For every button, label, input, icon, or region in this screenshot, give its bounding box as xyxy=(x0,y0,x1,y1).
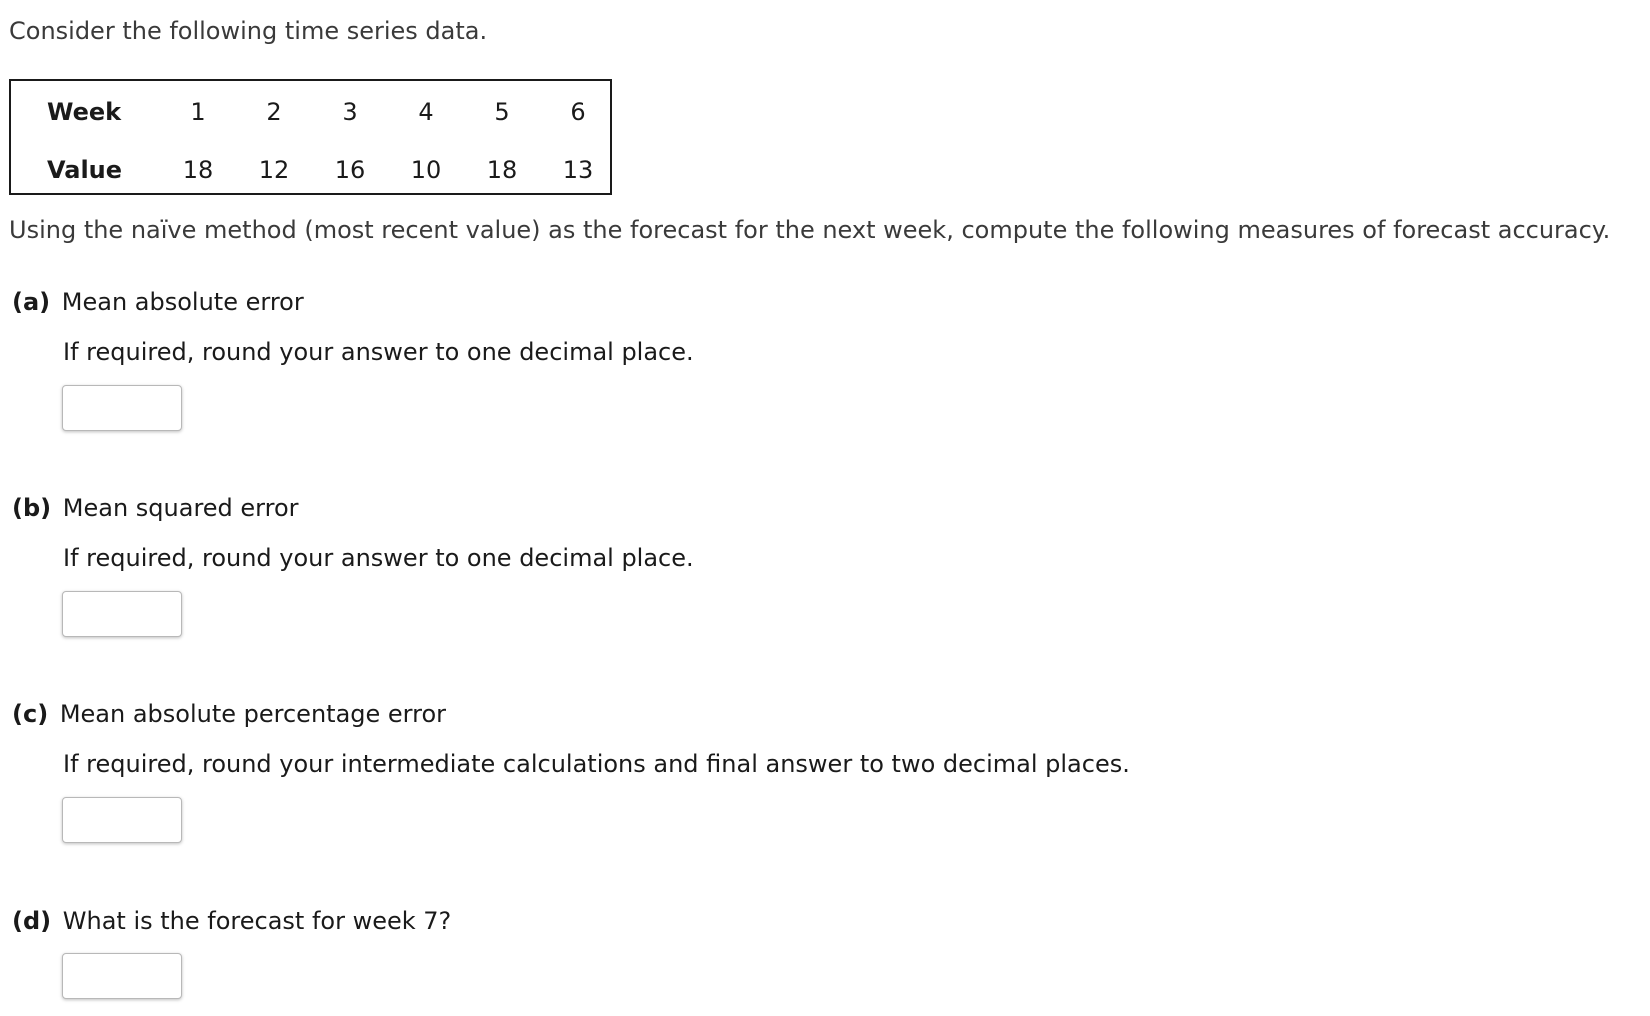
table-row-value xyxy=(11,150,610,190)
part-a-title xyxy=(12,288,304,316)
table-cell-week: 5 xyxy=(494,98,510,126)
table-cell-week: 1 xyxy=(190,98,206,126)
table-header-week: Week xyxy=(47,98,122,126)
table-cell-value: 18 xyxy=(486,156,518,184)
table-cell-week: 6 xyxy=(570,98,586,126)
table-cell-value: 10 xyxy=(410,156,442,184)
mean-absolute-error-input[interactable] xyxy=(62,385,182,431)
table-header-value: Value xyxy=(47,156,123,184)
part-c-label: Mean absolute percentage error xyxy=(59,700,447,728)
part-b-title xyxy=(12,494,299,522)
part-c-note: If required, round your intermediate calculations and final answer to two decimal places. xyxy=(63,750,1130,778)
table-cell-value: 12 xyxy=(258,156,290,184)
part-b-label: Mean squared error xyxy=(62,494,299,522)
part-b-letter: (b) xyxy=(12,494,52,522)
part-d-title xyxy=(12,907,451,935)
part-a-letter: (a) xyxy=(12,288,51,316)
part-a-note: If required, round your answer to one decimal place. xyxy=(63,338,694,366)
table-cell-value: 16 xyxy=(334,156,366,184)
part-b-note: If required, round your answer to one decimal place. xyxy=(63,544,694,572)
part-d-letter: (d) xyxy=(12,907,52,935)
time-series-table xyxy=(9,79,612,195)
instruction-text: Using the naïve method (most recent value) as the forecast for the next week, compute the following measures of forecast accuracy. xyxy=(9,216,1611,244)
part-c-title xyxy=(12,700,446,728)
part-d-label: What is the forecast for week 7? xyxy=(62,907,452,935)
table-cell-week: 3 xyxy=(342,98,358,126)
part-a-label: Mean absolute error xyxy=(61,288,304,316)
intro-text: Consider the following time series data. xyxy=(9,17,488,45)
table-cell-value: 18 xyxy=(182,156,214,184)
table-cell-value: 13 xyxy=(562,156,594,184)
part-c-letter: (c) xyxy=(12,700,49,728)
table-cell-week: 2 xyxy=(266,98,282,126)
mean-absolute-percentage-error-input[interactable] xyxy=(62,797,182,843)
table-cell-week: 4 xyxy=(418,98,434,126)
week-7-forecast-input[interactable] xyxy=(62,953,182,999)
table-row-week xyxy=(11,92,610,132)
mean-squared-error-input[interactable] xyxy=(62,591,182,637)
